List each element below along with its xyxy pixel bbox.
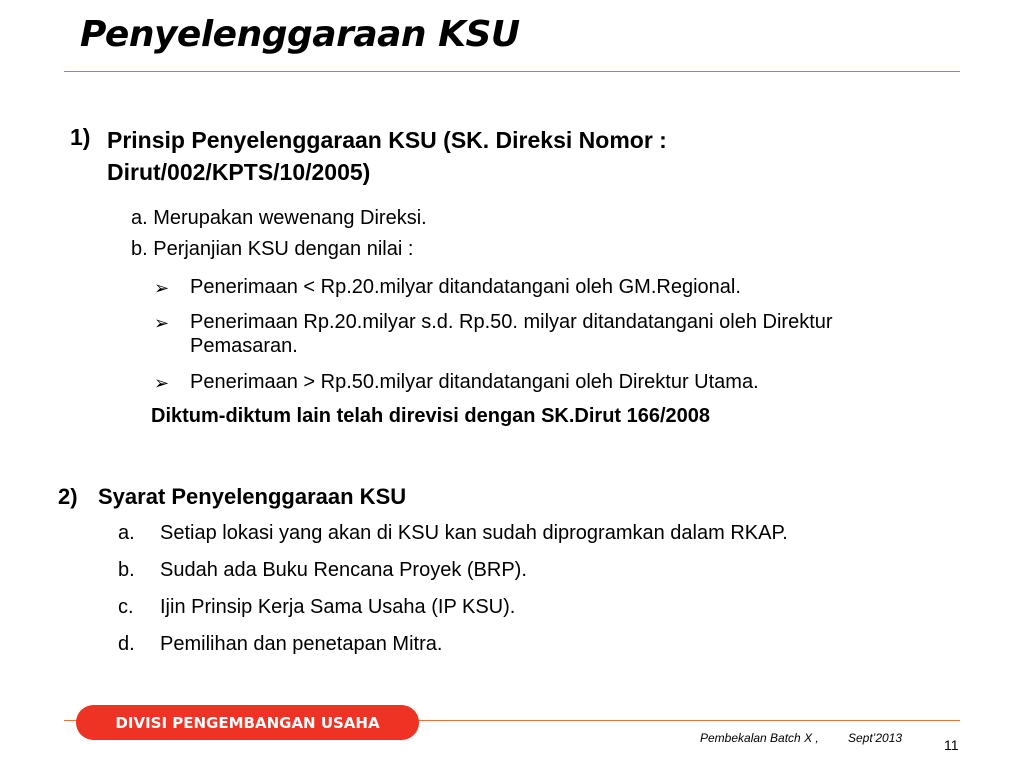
section1-number: 1) bbox=[70, 124, 91, 150]
revision-note: Diktum-diktum lain telah direvisi dengan SK.Dirut 166/2008 bbox=[151, 405, 711, 427]
section2-item-text: Ijin Prinsip Kerja Sama Usaha (IP KSU). bbox=[160, 596, 516, 618]
section2-item-text: Setiap lokasi yang akan di KSU kan sudah diprogramkan dalam RKAP. bbox=[160, 522, 788, 544]
bullet-text: Penerimaan < Rp.20.milyar ditandatangani oleh GM.Regional. bbox=[190, 276, 741, 298]
section2-item-text: Sudah ada Buku Rencana Proyek (BRP). bbox=[160, 559, 527, 581]
section1-item: a. Merupakan wewenang Direksi. bbox=[131, 207, 427, 229]
section2-item-letter: b. bbox=[118, 559, 135, 581]
arrow-bullet-icon: ➢ bbox=[154, 278, 170, 298]
page-number: 11 bbox=[944, 737, 959, 753]
section2-number: 2) bbox=[58, 484, 78, 509]
footer-batch: Pembekalan Batch X , bbox=[700, 731, 819, 745]
division-badge: DIVISI PENGEMBANGAN USAHA bbox=[76, 705, 419, 740]
arrow-bullet-icon: ➢ bbox=[154, 313, 170, 333]
section2-heading: Syarat Penyelenggaraan KSU bbox=[98, 484, 407, 509]
bullet-text: Penerimaan Rp.20.milyar s.d. Rp.50. milyar ditandatangani oleh Direktur Pemasaran. bbox=[190, 311, 833, 357]
arrow-bullet-icon: ➢ bbox=[154, 373, 170, 393]
footer-date: Sept’2013 bbox=[848, 731, 903, 745]
section2-item-letter: a. bbox=[118, 522, 135, 544]
title-divider bbox=[64, 71, 960, 72]
section2-item-letter: c. bbox=[118, 596, 134, 618]
section2-item-text: Pemilihan dan penetapan Mitra. bbox=[160, 633, 443, 655]
section2-item-letter: d. bbox=[118, 633, 135, 655]
slide-title: Penyelenggaraan KSU bbox=[80, 14, 520, 55]
section1-item: b. Perjanjian KSU dengan nilai : bbox=[131, 238, 414, 260]
bullet-text: Penerimaan > Rp.50.milyar ditandatangani oleh Direktur Utama. bbox=[190, 371, 759, 393]
section1-heading: Prinsip Penyelenggaraan KSU (SK. Direksi Nomor : Dirut/002/KPTS/10/2005) bbox=[107, 127, 667, 185]
